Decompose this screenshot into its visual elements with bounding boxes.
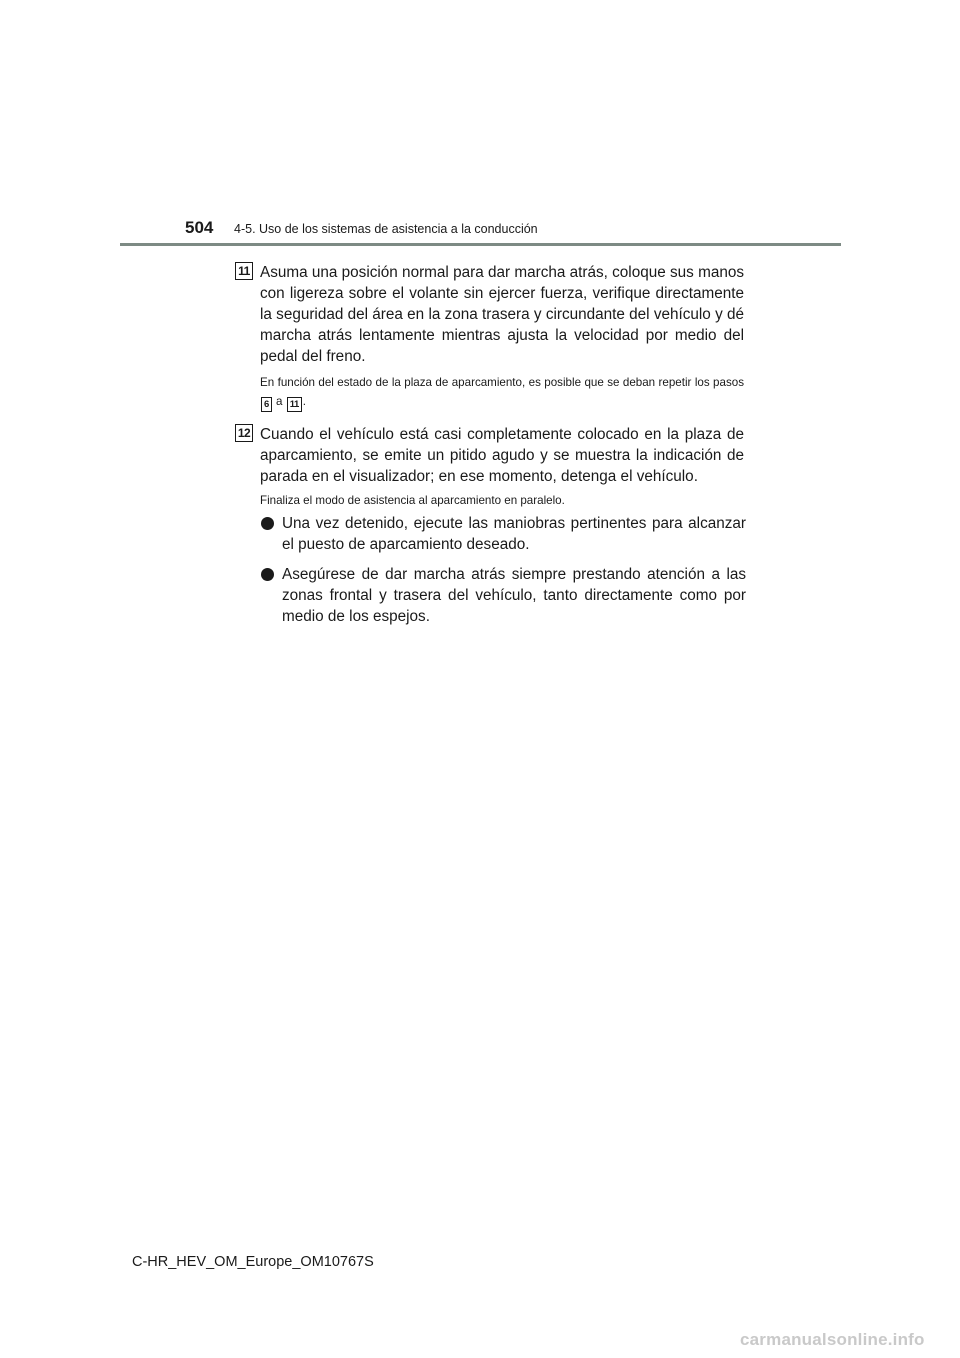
bullet-text: Asegúrese de dar marcha atrás siempre prestando atención a las zonas frontal y trasera del vehículo, tanto directamente como por medio de los espejos. [282,566,746,625]
step-11-note-end: . [302,395,306,408]
watermark-link[interactable]: carmanualsonline.info [740,1330,925,1349]
step-12-text: Cuando el vehículo está casi completamente colocado en la plaza de aparcamiento, se emite un pitido agudo y se muestra la indicación de parada en el visualizador; en ese momento, detenga el vehículo. [260,426,744,485]
document-code: C-HR_HEV_OM_Europe_OM10767S [132,1254,374,1270]
step-11-note-text: En función del estado de la plaza de aparcamiento, es posible que se deban repetir los pasos [260,376,744,389]
step-11-note [260,373,744,412]
step-12-bullet-list [260,513,746,636]
step-ref-6: 6 [261,397,272,412]
step-12-note: Finaliza el modo de asistencia al aparcamiento en paralelo. [260,494,565,507]
page-number: 504 [185,218,214,237]
step-ref-11: 11 [287,397,302,412]
bullet-dot-icon [261,568,274,581]
bullet-text: Una vez detenido, ejecute las maniobras pertinentes para alcanzar el puesto de aparcamiento deseado. [282,515,746,553]
bullet-dot-icon [261,517,274,530]
step-11-text: Asuma una posición normal para dar marcha atrás, coloque sus manos con ligereza sobre el volante sin ejercer fuerza, verifique directamente la seguridad del área en la zona trasera y circundante del vehículo y dé marcha atrás lentamente mientras ajusta la velocidad por medio del pedal del freno. [260,264,744,365]
bullet-item [260,513,746,555]
bullet-item [260,564,746,627]
step-12-badge: 12 [235,424,253,442]
header-divider [120,243,841,246]
section-title: 4-5. Uso de los sistemas de asistencia a la conducción [234,222,538,236]
step-11-note-connector: a [276,395,283,408]
step-11-badge: 11 [235,262,253,280]
